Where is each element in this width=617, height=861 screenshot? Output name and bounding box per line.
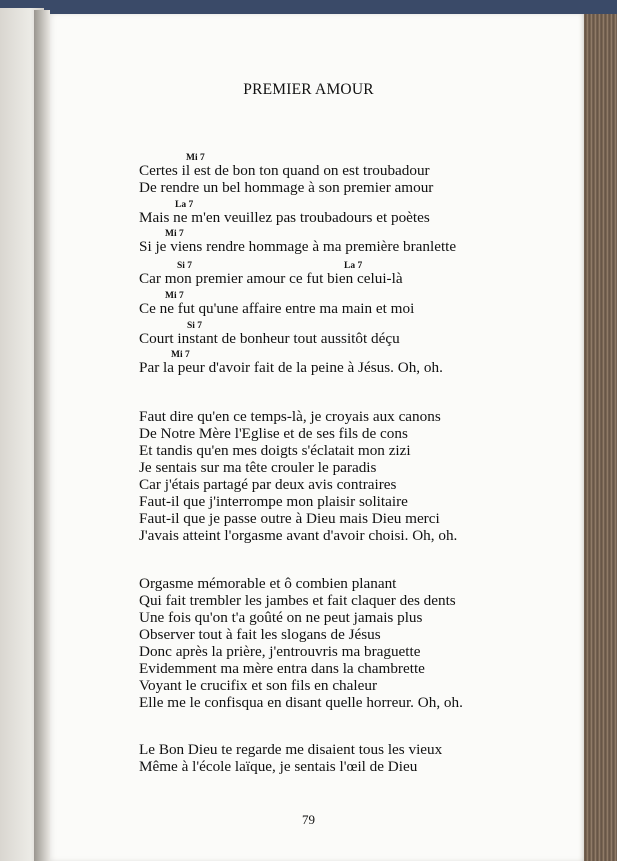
chord-si7: Si 7 (187, 321, 203, 331)
lyric-line: Qui fait trembler les jambes et fait claquer des dents (139, 592, 456, 609)
chord-la7: La 7 (344, 261, 363, 271)
lyric-line: J'avais atteint l'orgasme avant d'avoir choisi. Oh, oh. (139, 527, 458, 544)
chord-mi7: Mi 7 (165, 229, 184, 239)
lyric-line: De rendre un bel hommage à son premier amour (139, 179, 434, 196)
song-title: PREMIER AMOUR (243, 81, 374, 98)
lyric-line: Même à l'école laïque, je sentais l'œil de Dieu (139, 758, 418, 775)
lyric-line: Observer tout à fait les slogans de Jésus (139, 626, 381, 643)
lyric-line: Une fois qu'on t'a goûté on ne peut jamais plus (139, 609, 423, 626)
lyric-line: Mais ne m'en veuillez pas troubadours et poètes (139, 209, 430, 226)
lyric-line: Faut dire qu'en ce temps-là, je croyais aux canons (139, 408, 441, 425)
lyric-line: Faut-il que j'interrompe mon plaisir solitaire (139, 493, 408, 510)
chord-mi7: Mi 7 (186, 153, 205, 163)
chord-mi7: Mi 7 (171, 350, 190, 360)
chord-la7: La 7 (175, 200, 194, 210)
lyric-line: Certes il est de bon ton quand on est troubadour (139, 162, 430, 179)
lyric-line: Faut-il que je passe outre à Dieu mais Dieu merci (139, 510, 440, 527)
lyric-line: Si je viens rendre hommage à ma première branlette (139, 238, 457, 255)
book-gutter (34, 10, 50, 861)
lyric-line: Orgasme mémorable et ô combien planant (139, 575, 397, 592)
lyric-line: Par la peur d'avoir fait de la peine à Jésus. Oh, oh. (139, 359, 443, 376)
lyric-line: Court instant de bonheur tout aussitôt déçu (139, 330, 400, 347)
lyric-line: Elle me le confisqua en disant quelle horreur. Oh, oh. (139, 694, 463, 711)
lyric-line: Donc après la prière, j'entrouvris ma braguette (139, 643, 421, 660)
lyric-line: Et tandis qu'en mes doigts s'éclatait mon zizi (139, 442, 411, 459)
lyric-line: Car mon premier amour ce fut bien celui-là (139, 270, 403, 287)
lyric-line: Evidemment ma mère entra dans la chambrette (139, 660, 425, 677)
lyric-line: Je sentais sur ma tête crouler le paradis (139, 459, 377, 476)
chord-si7: Si 7 (177, 261, 193, 271)
lyric-line: De Notre Mère l'Eglise et de ses fils de cons (139, 425, 408, 442)
chord-mi7: Mi 7 (165, 291, 184, 301)
lyric-line: Le Bon Dieu te regarde me disaient tous les vieux (139, 741, 443, 758)
lyric-line: Ce ne fut qu'une affaire entre ma main et moi (139, 300, 415, 317)
page-number: 79 (302, 812, 315, 827)
lyric-line: Voyant le crucifix et son fils en chaleur (139, 677, 378, 694)
lyric-line: Car j'étais partagé par deux avis contraires (139, 476, 397, 493)
